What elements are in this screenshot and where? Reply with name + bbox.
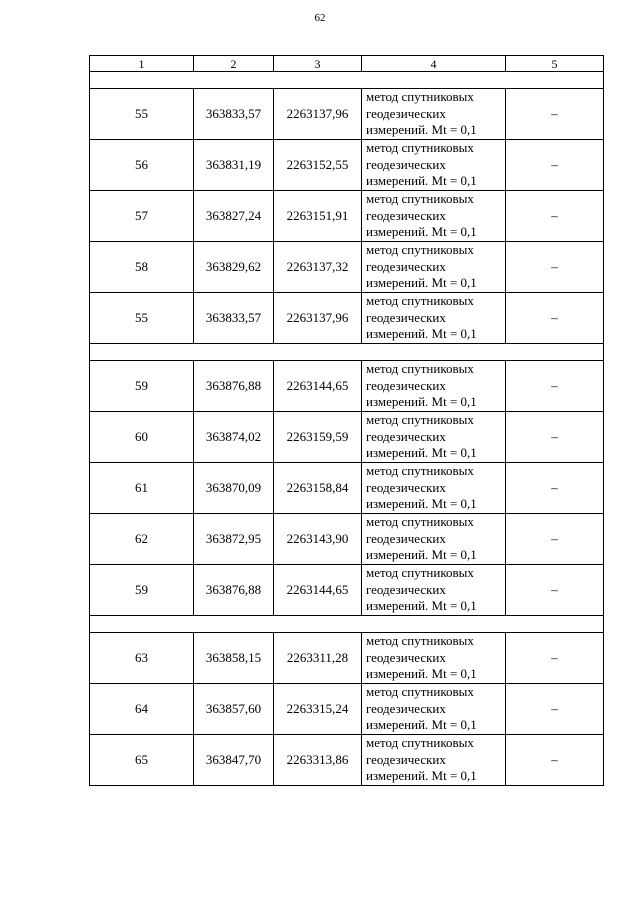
method-line: метод спутниковых xyxy=(366,361,474,377)
method-line: геодезических xyxy=(366,530,446,546)
x-coordinate-cell: 363874,02 xyxy=(194,412,274,463)
method-line: метод спутниковых xyxy=(366,412,474,428)
method-cell xyxy=(362,633,506,684)
table-row xyxy=(90,293,604,344)
y-coordinate-cell: 2263158,84 xyxy=(274,463,362,514)
method-line: геодезических xyxy=(366,649,446,665)
table-row xyxy=(90,361,604,412)
method-line: измерений. Mt = 0,1 xyxy=(366,173,477,189)
y-coordinate-cell: 2263137,96 xyxy=(274,89,362,140)
note-cell: – xyxy=(506,242,604,293)
point-number-cell: 56 xyxy=(90,140,194,191)
method-line: геодезических xyxy=(366,751,446,767)
note-cell: – xyxy=(506,293,604,344)
table-row xyxy=(90,89,604,140)
table-row xyxy=(90,140,604,191)
method-line: геодезических xyxy=(366,581,446,597)
method-line: геодезических xyxy=(366,156,446,172)
y-coordinate-cell: 2263315,24 xyxy=(274,684,362,735)
x-coordinate-cell: 363872,95 xyxy=(194,514,274,565)
point-number-cell: 55 xyxy=(90,89,194,140)
method-line: геодезических xyxy=(366,105,446,121)
group-separator-row xyxy=(90,344,604,361)
y-coordinate-cell: 2263137,32 xyxy=(274,242,362,293)
y-coordinate-cell: 2263311,28 xyxy=(274,633,362,684)
method-line: метод спутниковых xyxy=(366,191,474,207)
method-line: измерений. Mt = 0,1 xyxy=(366,394,477,410)
method-cell xyxy=(362,89,506,140)
point-number-cell: 57 xyxy=(90,191,194,242)
method-cell xyxy=(362,735,506,786)
y-coordinate-cell: 2263151,91 xyxy=(274,191,362,242)
method-line: метод спутниковых xyxy=(366,140,474,156)
note-cell: – xyxy=(506,514,604,565)
method-cell xyxy=(362,463,506,514)
table-row xyxy=(90,633,604,684)
x-coordinate-cell: 363857,60 xyxy=(194,684,274,735)
method-line: измерений. Mt = 0,1 xyxy=(366,717,477,733)
method-cell xyxy=(362,191,506,242)
point-number-cell: 58 xyxy=(90,242,194,293)
group-separator-cell xyxy=(90,616,604,633)
coordinates-table xyxy=(89,55,604,786)
method-line: метод спутниковых xyxy=(366,565,474,581)
header-row xyxy=(90,56,604,72)
note-cell: – xyxy=(506,463,604,514)
note-cell: – xyxy=(506,361,604,412)
method-cell xyxy=(362,140,506,191)
note-cell: – xyxy=(506,191,604,242)
x-coordinate-cell: 363827,24 xyxy=(194,191,274,242)
method-line: измерений. Mt = 0,1 xyxy=(366,666,477,682)
x-coordinate-cell: 363876,88 xyxy=(194,361,274,412)
note-cell: – xyxy=(506,412,604,463)
note-cell: – xyxy=(506,565,604,616)
y-coordinate-cell: 2263152,55 xyxy=(274,140,362,191)
method-line: измерений. Mt = 0,1 xyxy=(366,224,477,240)
method-line: метод спутниковых xyxy=(366,293,474,309)
column-header: 4 xyxy=(362,56,506,72)
method-line: измерений. Mt = 0,1 xyxy=(366,275,477,291)
y-coordinate-cell: 2263137,96 xyxy=(274,293,362,344)
note-cell: – xyxy=(506,633,604,684)
page-number: 62 xyxy=(314,12,326,24)
point-number-cell: 59 xyxy=(90,565,194,616)
method-cell xyxy=(362,412,506,463)
method-cell xyxy=(362,565,506,616)
method-line: геодезических xyxy=(366,377,446,393)
column-header: 5 xyxy=(506,56,604,72)
method-line: геодезических xyxy=(366,700,446,716)
method-line: геодезических xyxy=(366,258,446,274)
method-cell xyxy=(362,361,506,412)
group-separator-row xyxy=(90,616,604,633)
column-header: 3 xyxy=(274,56,362,72)
table-row xyxy=(90,412,604,463)
method-line: метод спутниковых xyxy=(366,89,474,105)
table-row xyxy=(90,463,604,514)
table-row xyxy=(90,242,604,293)
table-body xyxy=(90,72,604,786)
x-coordinate-cell: 363833,57 xyxy=(194,89,274,140)
x-coordinate-cell: 363870,09 xyxy=(194,463,274,514)
point-number-cell: 64 xyxy=(90,684,194,735)
method-line: измерений. Mt = 0,1 xyxy=(366,122,477,138)
table-row xyxy=(90,565,604,616)
note-cell: – xyxy=(506,684,604,735)
x-coordinate-cell: 363876,88 xyxy=(194,565,274,616)
method-line: геодезических xyxy=(366,479,446,495)
column-header: 1 xyxy=(90,56,194,72)
method-line: геодезических xyxy=(366,309,446,325)
method-cell xyxy=(362,293,506,344)
group-separator-row xyxy=(90,72,604,89)
note-cell: – xyxy=(506,140,604,191)
method-cell xyxy=(362,242,506,293)
method-line: измерений. Mt = 0,1 xyxy=(366,547,477,563)
x-coordinate-cell: 363847,70 xyxy=(194,735,274,786)
point-number-cell: 65 xyxy=(90,735,194,786)
point-number-cell: 55 xyxy=(90,293,194,344)
method-line: метод спутниковых xyxy=(366,684,474,700)
method-line: метод спутниковых xyxy=(366,735,474,751)
method-line: измерений. Mt = 0,1 xyxy=(366,598,477,614)
method-line: метод спутниковых xyxy=(366,242,474,258)
point-number-cell: 62 xyxy=(90,514,194,565)
y-coordinate-cell: 2263144,65 xyxy=(274,361,362,412)
table-row xyxy=(90,735,604,786)
x-coordinate-cell: 363831,19 xyxy=(194,140,274,191)
y-coordinate-cell: 2263159,59 xyxy=(274,412,362,463)
x-coordinate-cell: 363829,62 xyxy=(194,242,274,293)
x-coordinate-cell: 363858,15 xyxy=(194,633,274,684)
method-line: метод спутниковых xyxy=(366,514,474,530)
method-cell xyxy=(362,684,506,735)
point-number-cell: 60 xyxy=(90,412,194,463)
table-row xyxy=(90,191,604,242)
point-number-cell: 63 xyxy=(90,633,194,684)
method-line: измерений. Mt = 0,1 xyxy=(366,326,477,342)
point-number-cell: 59 xyxy=(90,361,194,412)
x-coordinate-cell: 363833,57 xyxy=(194,293,274,344)
table-row xyxy=(90,514,604,565)
note-cell: – xyxy=(506,89,604,140)
method-line: измерений. Mt = 0,1 xyxy=(366,445,477,461)
method-line: метод спутниковых xyxy=(366,633,474,649)
method-line: геодезических xyxy=(366,428,446,444)
method-line: геодезических xyxy=(366,207,446,223)
y-coordinate-cell: 2263144,65 xyxy=(274,565,362,616)
y-coordinate-cell: 2263143,90 xyxy=(274,514,362,565)
method-line: измерений. Mt = 0,1 xyxy=(366,768,477,784)
y-coordinate-cell: 2263313,86 xyxy=(274,735,362,786)
group-separator-cell xyxy=(90,72,604,89)
method-cell xyxy=(362,514,506,565)
method-line: измерений. Mt = 0,1 xyxy=(366,496,477,512)
table-row xyxy=(90,684,604,735)
note-cell: – xyxy=(506,735,604,786)
column-header: 2 xyxy=(194,56,274,72)
method-line: метод спутниковых xyxy=(366,463,474,479)
group-separator-cell xyxy=(90,344,604,361)
point-number-cell: 61 xyxy=(90,463,194,514)
